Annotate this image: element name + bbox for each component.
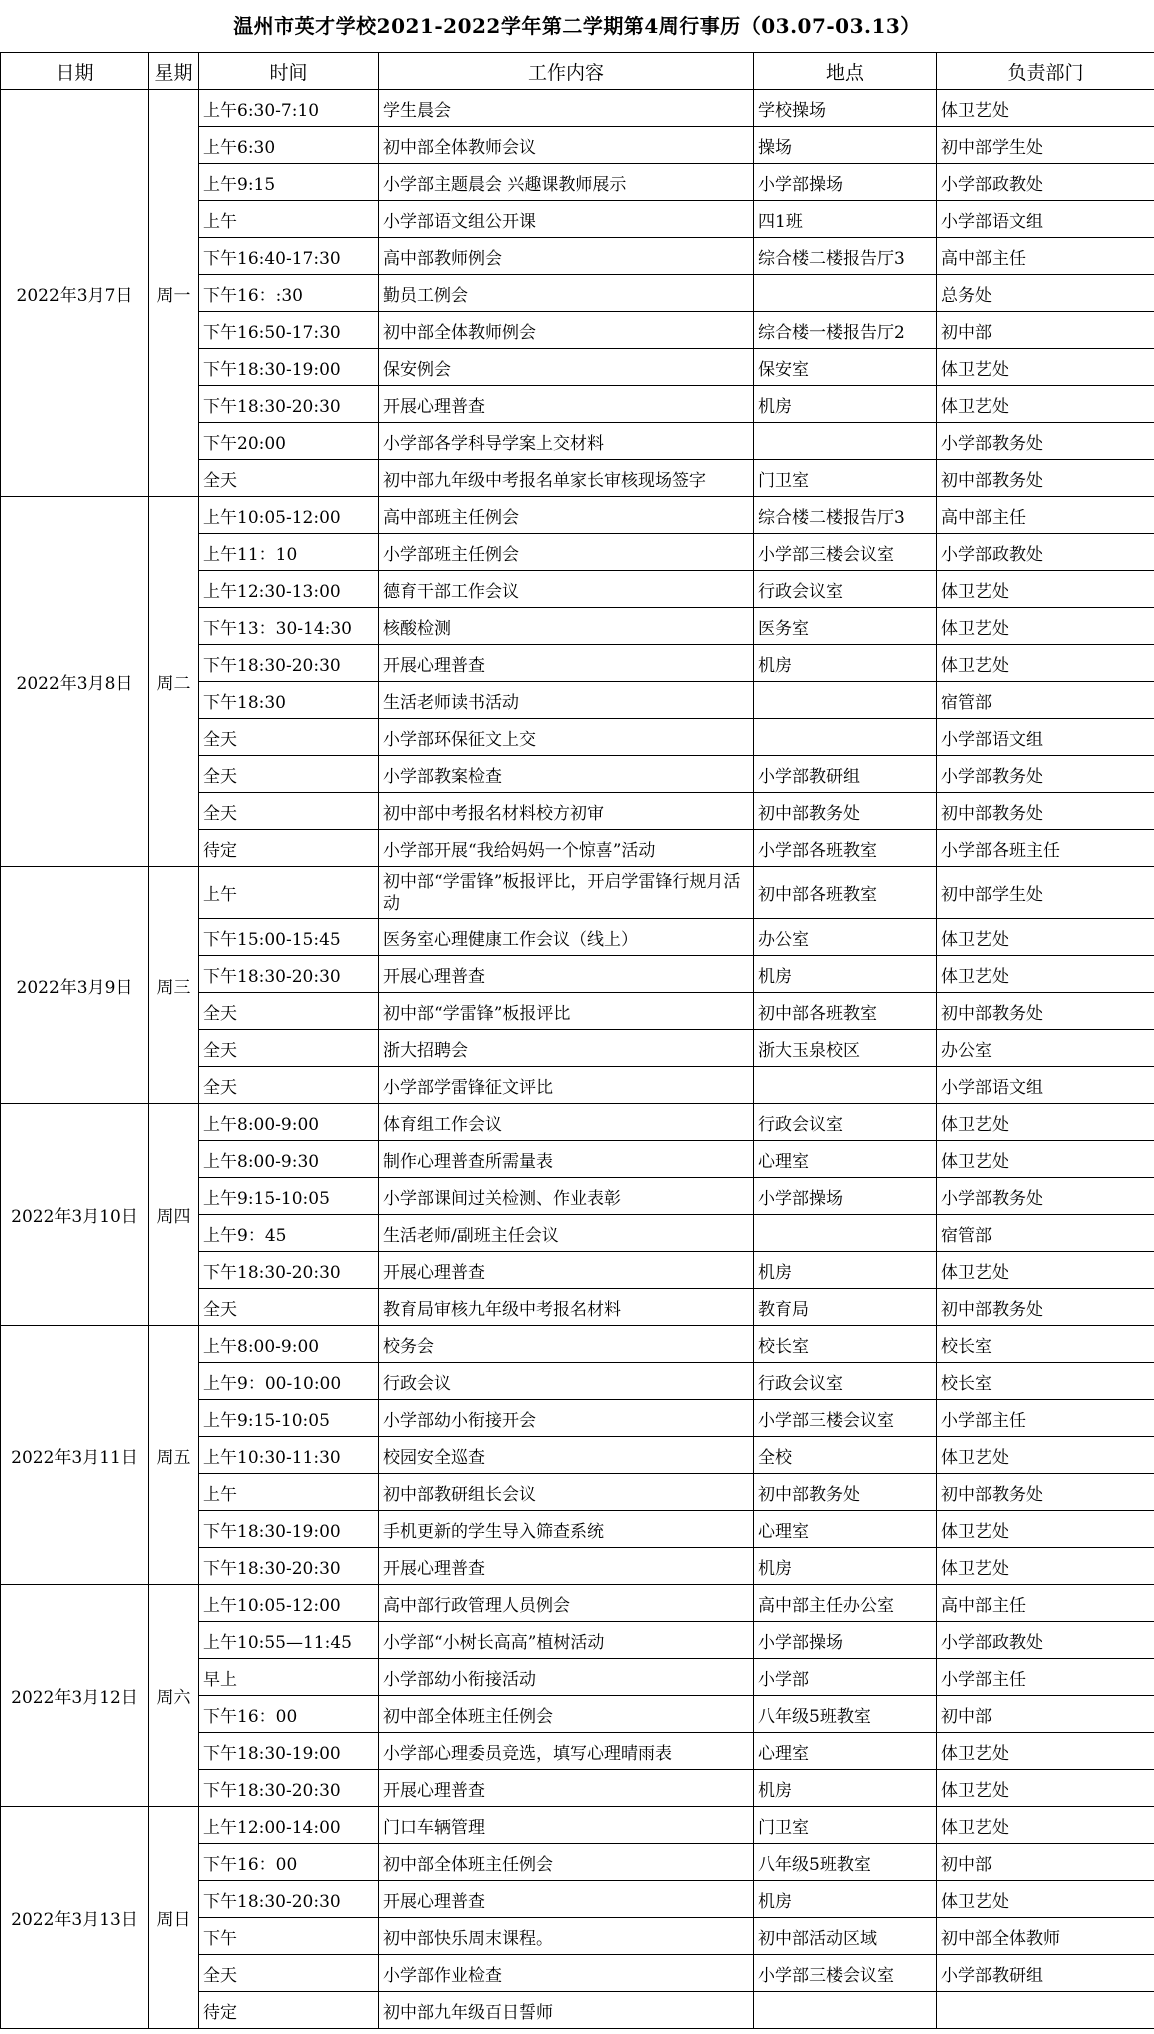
schedule-table [0, 52, 1154, 2029]
place-cell: 综合楼二楼报告厅3 [754, 238, 937, 275]
place-cell: 门卫室 [754, 460, 937, 497]
content-cell: 初中部全体教师例会 [379, 312, 754, 349]
table-row [1, 1807, 1154, 1844]
dept-cell: 初中部 [937, 1696, 1154, 1733]
time-cell: 下午15:00-15:45 [199, 919, 379, 956]
place-cell: 初中部教务处 [754, 793, 937, 830]
place-cell: 初中部各班教室 [754, 993, 937, 1030]
dept-cell: 小学部政教处 [937, 534, 1154, 571]
place-cell: 小学部三楼会议室 [754, 534, 937, 571]
date-cell: 2022年3月9日 [1, 867, 149, 1104]
place-cell [754, 1215, 937, 1252]
weekday-cell: 周一 [149, 90, 199, 497]
time-cell: 待定 [199, 830, 379, 867]
time-cell: 全天 [199, 1955, 379, 1992]
header-place: 地点 [754, 53, 937, 90]
content-cell: 开展心理普查 [379, 645, 754, 682]
dept-cell: 体卫艺处 [937, 645, 1154, 682]
weekday-cell: 周五 [149, 1326, 199, 1585]
dept-cell: 小学部各班主任 [937, 830, 1154, 867]
time-cell: 全天 [199, 1030, 379, 1067]
dept-cell: 小学部语文组 [937, 719, 1154, 756]
content-cell: 小学部教案检查 [379, 756, 754, 793]
content-cell: 行政会议 [379, 1363, 754, 1400]
time-cell: 上午6:30-7:10 [199, 90, 379, 127]
dept-cell: 小学部政教处 [937, 1622, 1154, 1659]
time-cell: 下午18:30-20:30 [199, 1770, 379, 1807]
header-dept: 负责部门 [937, 53, 1154, 90]
time-cell: 下午16:50-17:30 [199, 312, 379, 349]
time-cell: 下午18:30-20:30 [199, 956, 379, 993]
place-cell: 机房 [754, 1548, 937, 1585]
place-cell: 医务室 [754, 608, 937, 645]
dept-cell: 初中部 [937, 312, 1154, 349]
weekday-cell: 周四 [149, 1104, 199, 1326]
table-row [1, 1104, 1154, 1141]
time-cell: 待定 [199, 1992, 379, 2029]
dept-cell [937, 1992, 1154, 2029]
time-cell: 上午8:00-9:00 [199, 1326, 379, 1363]
date-cell: 2022年3月13日 [1, 1807, 149, 2029]
time-cell: 全天 [199, 1289, 379, 1326]
content-cell: 高中部教师例会 [379, 238, 754, 275]
content-cell: 小学部幼小衔接开会 [379, 1400, 754, 1437]
dept-cell: 小学部政教处 [937, 164, 1154, 201]
content-cell: 初中部“学雷锋”板报评比，开启学雷锋行规月活动 [379, 867, 754, 919]
dept-cell: 小学部教务处 [937, 1178, 1154, 1215]
time-cell: 上午8:00-9:30 [199, 1141, 379, 1178]
place-cell: 门卫室 [754, 1807, 937, 1844]
content-cell: 生活老师/副班主任会议 [379, 1215, 754, 1252]
dept-cell: 小学部教研组 [937, 1955, 1154, 1992]
dept-cell: 小学部语文组 [937, 1067, 1154, 1104]
header-time: 时间 [199, 53, 379, 90]
place-cell: 初中部活动区域 [754, 1918, 937, 1955]
time-cell: 上午 [199, 867, 379, 919]
date-cell: 2022年3月7日 [1, 90, 149, 497]
content-cell: 小学部各学科导学案上交材料 [379, 423, 754, 460]
dept-cell: 体卫艺处 [937, 1881, 1154, 1918]
place-cell [754, 423, 937, 460]
content-cell: 小学部作业检查 [379, 1955, 754, 1992]
dept-cell: 初中部教务处 [937, 793, 1154, 830]
time-cell: 下午18:30 [199, 682, 379, 719]
content-cell: 开展心理普查 [379, 1770, 754, 1807]
time-cell: 上午8:00-9:00 [199, 1104, 379, 1141]
content-cell: 小学部课间过关检测、作业表彰 [379, 1178, 754, 1215]
content-cell: 体育组工作会议 [379, 1104, 754, 1141]
time-cell: 上午 [199, 1474, 379, 1511]
dept-cell: 体卫艺处 [937, 90, 1154, 127]
time-cell: 上午9:15-10:05 [199, 1178, 379, 1215]
table-row [1, 1585, 1154, 1622]
content-cell: 门口车辆管理 [379, 1807, 754, 1844]
place-cell: 校长室 [754, 1326, 937, 1363]
place-cell: 机房 [754, 956, 937, 993]
dept-cell: 体卫艺处 [937, 1733, 1154, 1770]
content-cell: 小学部幼小衔接活动 [379, 1659, 754, 1696]
content-cell: 高中部班主任例会 [379, 497, 754, 534]
content-cell: 开展心理普查 [379, 956, 754, 993]
content-cell: 初中部教研组长会议 [379, 1474, 754, 1511]
date-cell: 2022年3月11日 [1, 1326, 149, 1585]
dept-cell: 体卫艺处 [937, 1548, 1154, 1585]
place-cell: 综合楼二楼报告厅3 [754, 497, 937, 534]
place-cell: 教育局 [754, 1289, 937, 1326]
time-cell: 下午20:00 [199, 423, 379, 460]
dept-cell: 体卫艺处 [937, 608, 1154, 645]
content-cell: 开展心理普查 [379, 1548, 754, 1585]
time-cell: 下午18:30-20:30 [199, 386, 379, 423]
dept-cell: 校长室 [937, 1363, 1154, 1400]
place-cell: 行政会议室 [754, 571, 937, 608]
dept-cell: 体卫艺处 [937, 1141, 1154, 1178]
time-cell: 上午12:00-14:00 [199, 1807, 379, 1844]
time-cell: 全天 [199, 1067, 379, 1104]
weekday-cell: 周六 [149, 1585, 199, 1807]
content-cell: 小学部心理委员竞选，填写心理晴雨表 [379, 1733, 754, 1770]
content-cell: 初中部九年级中考报名单家长审核现场签字 [379, 460, 754, 497]
content-cell: 德育干部工作会议 [379, 571, 754, 608]
time-cell: 下午16：00 [199, 1844, 379, 1881]
dept-cell: 初中部全体教师 [937, 1918, 1154, 1955]
dept-cell: 体卫艺处 [937, 1770, 1154, 1807]
time-cell: 全天 [199, 793, 379, 830]
place-cell: 保安室 [754, 349, 937, 386]
dept-cell: 体卫艺处 [937, 919, 1154, 956]
content-cell: 开展心理普查 [379, 1881, 754, 1918]
place-cell: 初中部教务处 [754, 1474, 937, 1511]
content-cell: 校务会 [379, 1326, 754, 1363]
content-cell: 初中部全体班主任例会 [379, 1844, 754, 1881]
dept-cell: 体卫艺处 [937, 349, 1154, 386]
content-cell: 小学部开展“我给妈妈一个惊喜”活动 [379, 830, 754, 867]
content-cell: 开展心理普查 [379, 386, 754, 423]
content-cell: 医务室心理健康工作会议（线上） [379, 919, 754, 956]
time-cell: 全天 [199, 993, 379, 1030]
date-cell: 2022年3月12日 [1, 1585, 149, 1807]
place-cell: 小学部三楼会议室 [754, 1400, 937, 1437]
place-cell: 机房 [754, 1881, 937, 1918]
dept-cell: 体卫艺处 [937, 956, 1154, 993]
dept-cell: 初中部教务处 [937, 993, 1154, 1030]
header-date: 日期 [1, 53, 149, 90]
dept-cell: 初中部 [937, 1844, 1154, 1881]
time-cell: 下午18:30-20:30 [199, 1548, 379, 1585]
place-cell: 机房 [754, 386, 937, 423]
content-cell: 生活老师读书活动 [379, 682, 754, 719]
content-cell: 初中部“学雷锋”板报评比 [379, 993, 754, 1030]
date-cell: 2022年3月8日 [1, 497, 149, 867]
time-cell: 上午6:30 [199, 127, 379, 164]
place-cell: 心理室 [754, 1511, 937, 1548]
weekday-cell: 周日 [149, 1807, 199, 2029]
time-cell: 上午10:05-12:00 [199, 1585, 379, 1622]
content-cell: 小学部语文组公开课 [379, 201, 754, 238]
time-cell: 上午9：45 [199, 1215, 379, 1252]
time-cell: 上午 [199, 201, 379, 238]
place-cell: 四1班 [754, 201, 937, 238]
table-row [1, 867, 1154, 919]
time-cell: 全天 [199, 756, 379, 793]
content-cell: 小学部班主任例会 [379, 534, 754, 571]
time-cell: 上午9：00-10:00 [199, 1363, 379, 1400]
place-cell: 行政会议室 [754, 1104, 937, 1141]
place-cell: 八年级5班教室 [754, 1844, 937, 1881]
dept-cell: 初中部教务处 [937, 460, 1154, 497]
date-cell: 2022年3月10日 [1, 1104, 149, 1326]
dept-cell: 体卫艺处 [937, 1437, 1154, 1474]
dept-cell: 总务处 [937, 275, 1154, 312]
place-cell [754, 1067, 937, 1104]
time-cell: 上午9:15 [199, 164, 379, 201]
time-cell: 上午10:05-12:00 [199, 497, 379, 534]
time-cell: 下午16:40-17:30 [199, 238, 379, 275]
dept-cell: 体卫艺处 [937, 571, 1154, 608]
dept-cell: 高中部主任 [937, 497, 1154, 534]
time-cell: 下午 [199, 1918, 379, 1955]
time-cell: 上午9:15-10:05 [199, 1400, 379, 1437]
dept-cell: 初中部教务处 [937, 1474, 1154, 1511]
place-cell [754, 1992, 937, 2029]
place-cell: 小学部操场 [754, 164, 937, 201]
content-cell: 保安例会 [379, 349, 754, 386]
content-cell: 小学部学雷锋征文评比 [379, 1067, 754, 1104]
place-cell: 浙大玉泉校区 [754, 1030, 937, 1067]
content-cell: 初中部快乐周末课程。 [379, 1918, 754, 1955]
dept-cell: 高中部主任 [937, 238, 1154, 275]
content-cell: 小学部环保征文上交 [379, 719, 754, 756]
weekday-cell: 周三 [149, 867, 199, 1104]
place-cell: 操场 [754, 127, 937, 164]
content-cell: 开展心理普查 [379, 1252, 754, 1289]
content-cell: 初中部中考报名材料校方初审 [379, 793, 754, 830]
place-cell: 小学部 [754, 1659, 937, 1696]
dept-cell: 宿管部 [937, 682, 1154, 719]
place-cell: 小学部各班教室 [754, 830, 937, 867]
place-cell: 心理室 [754, 1733, 937, 1770]
table-row [1, 497, 1154, 534]
content-cell: 学生晨会 [379, 90, 754, 127]
time-cell: 下午18:30-20:30 [199, 1252, 379, 1289]
time-cell: 全天 [199, 719, 379, 756]
place-cell [754, 719, 937, 756]
content-cell: 小学部主题晨会 兴趣课教师展示 [379, 164, 754, 201]
table-row [1, 1326, 1154, 1363]
dept-cell: 体卫艺处 [937, 1104, 1154, 1141]
place-cell [754, 682, 937, 719]
schedule-body [1, 90, 1154, 2029]
dept-cell: 小学部主任 [937, 1400, 1154, 1437]
header-weekday: 星期 [149, 53, 199, 90]
dept-cell: 小学部语文组 [937, 201, 1154, 238]
place-cell: 全校 [754, 1437, 937, 1474]
place-cell: 小学部操场 [754, 1178, 937, 1215]
time-cell: 下午18:30-19:00 [199, 349, 379, 386]
dept-cell: 办公室 [937, 1030, 1154, 1067]
time-cell: 下午18:30-20:30 [199, 645, 379, 682]
place-cell: 机房 [754, 1770, 937, 1807]
time-cell: 上午12:30-13:00 [199, 571, 379, 608]
table-row [1, 90, 1154, 127]
weekday-cell: 周二 [149, 497, 199, 867]
dept-cell: 体卫艺处 [937, 1252, 1154, 1289]
place-cell [754, 275, 937, 312]
time-cell: 下午13：30-14:30 [199, 608, 379, 645]
dept-cell: 初中部学生处 [937, 127, 1154, 164]
dept-cell: 高中部主任 [937, 1585, 1154, 1622]
dept-cell: 初中部教务处 [937, 1289, 1154, 1326]
content-cell: 初中部九年级百日誓师 [379, 1992, 754, 2029]
content-cell: 初中部全体教师会议 [379, 127, 754, 164]
page-title: 温州市英才学校2021-2022学年第二学期第4周行事历（03.07-03.13） [233, 14, 921, 38]
dept-cell: 小学部教务处 [937, 756, 1154, 793]
place-cell: 机房 [754, 1252, 937, 1289]
content-cell: 高中部行政管理人员例会 [379, 1585, 754, 1622]
time-cell: 下午18:30-19:00 [199, 1511, 379, 1548]
time-cell: 上午10:55—11:45 [199, 1622, 379, 1659]
dept-cell: 体卫艺处 [937, 1807, 1154, 1844]
time-cell: 全天 [199, 460, 379, 497]
place-cell: 小学部操场 [754, 1622, 937, 1659]
place-cell: 综合楼一楼报告厅2 [754, 312, 937, 349]
place-cell: 八年级5班教室 [754, 1696, 937, 1733]
time-cell: 下午16：00 [199, 1696, 379, 1733]
place-cell: 初中部各班教室 [754, 867, 937, 919]
time-cell: 下午18:30-20:30 [199, 1881, 379, 1918]
header-content: 工作内容 [379, 53, 754, 90]
dept-cell: 宿管部 [937, 1215, 1154, 1252]
place-cell: 机房 [754, 645, 937, 682]
content-cell: 手机更新的学生导入筛查系统 [379, 1511, 754, 1548]
dept-cell: 体卫艺处 [937, 386, 1154, 423]
header-row [1, 53, 1154, 90]
time-cell: 上午10:30-11:30 [199, 1437, 379, 1474]
place-cell: 办公室 [754, 919, 937, 956]
place-cell: 行政会议室 [754, 1363, 937, 1400]
time-cell: 下午18:30-19:00 [199, 1733, 379, 1770]
dept-cell: 体卫艺处 [937, 1511, 1154, 1548]
place-cell: 学校操场 [754, 90, 937, 127]
place-cell: 小学部教研组 [754, 756, 937, 793]
content-cell: 核酸检测 [379, 608, 754, 645]
time-cell: 早上 [199, 1659, 379, 1696]
time-cell: 上午11：10 [199, 534, 379, 571]
content-cell: 浙大招聘会 [379, 1030, 754, 1067]
place-cell: 心理室 [754, 1141, 937, 1178]
place-cell: 高中部主任办公室 [754, 1585, 937, 1622]
content-cell: 教育局审核九年级中考报名材料 [379, 1289, 754, 1326]
content-cell: 制作心理普查所需量表 [379, 1141, 754, 1178]
content-cell: 勤员工例会 [379, 275, 754, 312]
place-cell: 小学部三楼会议室 [754, 1955, 937, 1992]
content-cell: 初中部全体班主任例会 [379, 1696, 754, 1733]
dept-cell: 初中部学生处 [937, 867, 1154, 919]
time-cell: 下午16：:30 [199, 275, 379, 312]
content-cell: 校园安全巡查 [379, 1437, 754, 1474]
dept-cell: 小学部主任 [937, 1659, 1154, 1696]
dept-cell: 小学部教务处 [937, 423, 1154, 460]
content-cell: 小学部“小树长高高”植树活动 [379, 1622, 754, 1659]
dept-cell: 校长室 [937, 1326, 1154, 1363]
